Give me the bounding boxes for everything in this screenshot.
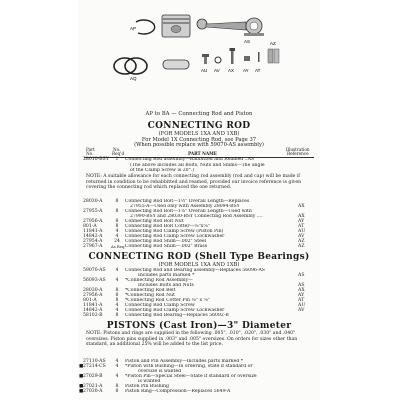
- bullet-marker: ■: [79, 364, 84, 369]
- part-description: Connecting Rod Bolt—1⅝" Overall Length—Used with: [125, 209, 252, 214]
- part-description: *Connecting Rod Belt: [125, 288, 176, 293]
- part-description: 27990-BSY and 28030-BSY Connecting Rod Assembly ....: [130, 214, 263, 219]
- qty-required: 4: [115, 364, 119, 369]
- part-description: *Connecting Rod Assembly—: [125, 278, 193, 283]
- part-number: 27967-A: [83, 244, 103, 249]
- part-description-cont: (The above includes all Bolts, Nuts and Shims—The angle: [130, 163, 265, 168]
- rebuild-notice: NOTE: A suitable allowance for each connecting rod assembly (rod and cap) will be made if returned in condition to be rebabbitted and reamed, provided our invoice reference is given covering the connecting rod which replaced the one returned.: [86, 174, 302, 191]
- part-number: 56093-AS: [83, 278, 106, 283]
- piston-rings-drawing: [114, 58, 147, 74]
- part-number: 801-A: [83, 298, 97, 303]
- part-description: Connecting Rod Clamp Screw: [125, 303, 195, 308]
- oversize-notice: NOTE: Pistons and rings are supplied in the following .005", .010", .020", .030" and .040" oversizes. Piston pins supplied in .003" and .005" oversizes. On orders for sizes other than standard, an additional 25% will be added to the list price.: [86, 331, 298, 348]
- clamp-screw-drawing: [202, 54, 209, 64]
- cotter-pin-drawing: [258, 52, 260, 62]
- header-no: No.: [86, 151, 94, 156]
- qty-required: 4: [115, 303, 119, 308]
- part-number: 58102-B: [83, 313, 103, 318]
- header-reqd: Req'd: [112, 151, 125, 156]
- section-title-pistons: PISTONS (Cast Iron)—3" Diameter: [106, 321, 292, 331]
- bullet-marker: ■: [79, 374, 84, 379]
- section-subtitle: (FOR MODELS 1XA AND 1XB): [158, 262, 240, 268]
- figure-label-as: AS: [244, 39, 251, 44]
- part-description: *Connecting Rod Cotter Pin ⅛" x ⅝": [125, 298, 211, 303]
- table-row: [78, 313, 320, 319]
- lockwasher-drawing: [215, 57, 221, 63]
- section-note-line: For Model 1X Connecting Rod, see Page 37: [141, 137, 257, 143]
- qty-required: 8: [115, 384, 119, 389]
- qty-required: 4: [115, 374, 119, 379]
- part-description: Connecting Rod and Bearing assembly—Replaces 56096-AS: [125, 268, 265, 273]
- part-description: *Piston with Bushing—In ordering, state if standard or: [125, 364, 253, 369]
- illustration-ref: AT: [298, 224, 305, 229]
- part-number: 59070-AS: [83, 268, 106, 273]
- section-title-shell-bearings: CONNECTING ROD (Shell Type Bearings): [88, 252, 310, 262]
- header-reference: Reference: [287, 151, 309, 156]
- part-description: is wanted: [138, 379, 161, 384]
- figure-label-az: AZ: [270, 41, 276, 46]
- part-number: 27954-A: [83, 239, 103, 244]
- part-number: 27956-A: [83, 293, 103, 298]
- part-description: Piston and Pin Assembly—Includes parts marked *: [125, 359, 244, 364]
- figure-label-at: AT: [255, 68, 261, 73]
- qty-required: 8: [115, 224, 119, 229]
- qty-required: 8: [115, 313, 119, 318]
- part-description: Connecting Rod Clamp Screw Lockwasher: [125, 234, 225, 239]
- qty-required: 4: [115, 308, 119, 313]
- part-number: 28030-A: [83, 199, 103, 204]
- part-description: Includes parts marked *: [138, 273, 195, 278]
- part-number: 27214-CS: [83, 364, 106, 369]
- part-number: 27021-A: [83, 384, 103, 389]
- qty-required: 8: [115, 199, 119, 204]
- section-title-connecting-rod: CONNECTING ROD: [147, 121, 251, 131]
- section-subtitle: (FOR MODELS 1XA AND 1XB): [158, 131, 240, 137]
- figure-label-ay: AY: [243, 68, 249, 73]
- table-row: [78, 244, 320, 250]
- figure-label-ax: AX: [228, 68, 235, 73]
- illustration-ref: AX: [298, 204, 305, 209]
- header-part: Part: [86, 147, 95, 152]
- illustration-ref: AZ: [298, 244, 305, 249]
- part-description: Connecting Rod Clamp Screw (Piston Pin): [125, 229, 224, 234]
- connecting-rod-drawing: [197, 18, 264, 36]
- illustration-ref: AZ: [298, 239, 305, 244]
- part-description: Connecting Rod Bolt Cotter—⅛"x⅝": [125, 224, 210, 229]
- illustration-ref: AS: [298, 283, 305, 288]
- piston-drawing: [162, 15, 190, 37]
- illustration-ref: AY: [298, 293, 305, 298]
- qty-required: 4: [115, 229, 119, 234]
- part-description: Connecting Rod Shim—.002" Steel: [125, 239, 207, 244]
- part-number: 11841-A: [83, 303, 103, 308]
- qty-required: 8: [115, 298, 119, 303]
- bullet-marker: ■: [79, 389, 84, 394]
- figure-label-ap: AP: [130, 26, 137, 31]
- illustration-ref: AV: [298, 308, 305, 313]
- qty-required: 4: [115, 359, 119, 364]
- parts-illustration: [78, 0, 320, 108]
- nut-drawing: [244, 56, 250, 61]
- qty-required: 8: [115, 288, 119, 293]
- part-number: 27029-B: [83, 374, 103, 379]
- header-part-name: PART NAME: [188, 151, 217, 156]
- part-description: Connecting Rod Bolt Nut: [125, 219, 184, 224]
- figure-caption: AP to BA — Connecting Rod and Piston: [145, 111, 253, 117]
- header-no-req: No.: [113, 147, 121, 152]
- illustration-ref: AU: [298, 229, 306, 234]
- qty-required: 1: [115, 157, 119, 162]
- header-illustration: Illustration: [286, 147, 310, 152]
- qty-required: 8: [115, 219, 119, 224]
- part-number: 14842-A: [83, 234, 103, 239]
- part-description: *Connecting Rod Nut: [125, 293, 175, 298]
- part-description: Connecting Rod Bearing—Replaces 56092-B: [125, 313, 229, 318]
- qty-required: 8: [115, 209, 119, 214]
- qty-required: 4: [115, 268, 119, 273]
- part-description: *Piston Pin—Special Steel—State if standard or oversize: [125, 374, 257, 379]
- part-description: 27955-A—Used only with Assembly 28094-BSY: [130, 204, 240, 209]
- part-description: Piston Ring—Compression—Replaces 5649-A: [125, 389, 231, 394]
- part-number: 28010-BSY: [83, 157, 109, 162]
- illustration-ref: AU: [298, 303, 306, 308]
- part-number: 28030-A: [83, 288, 103, 293]
- illustration-ref: AT: [298, 298, 305, 303]
- part-description: Connecting Rod Bolt—1½" Overall Length—Replaces: [125, 199, 250, 204]
- part-number: 11841-A: [83, 229, 103, 234]
- qty-required: 4: [115, 278, 119, 283]
- part-number: 27955-A: [83, 209, 103, 214]
- part-number: 801-A: [83, 224, 97, 229]
- part-number: 14842-A: [83, 308, 103, 313]
- bullet-marker: ■: [79, 384, 84, 389]
- part-description: Connecting Rod Shim—.002" Brass: [125, 244, 208, 249]
- figure-label-av: AV: [214, 68, 220, 73]
- shim-drawing: [268, 49, 279, 63]
- qty-required: 8: [115, 293, 119, 298]
- part-description: oversize is wanted: [138, 369, 182, 374]
- part-number: 27110-AS: [83, 359, 106, 364]
- section-note-line: (When possible replace with 59070-AS assembly): [134, 142, 264, 148]
- catalog-page: [78, 0, 320, 400]
- part-description: Piston Pin Bushing: [125, 384, 169, 389]
- part-description: Connecting Rod assembly—Babbitted and Reamed ..AS: [125, 157, 255, 162]
- qty-required: 24: [114, 239, 120, 244]
- part-description: Includes Bolts and Nuts: [138, 283, 194, 288]
- illustration-ref: AY: [298, 219, 305, 224]
- part-number: 27030-A: [83, 389, 103, 394]
- bolt-drawing: [230, 48, 236, 64]
- illustration-ref: AS: [298, 273, 305, 278]
- part-description-cont: of the Clamp Screw is 20°.): [130, 168, 195, 173]
- illustration-ref: AX: [298, 214, 305, 219]
- snap-ring-drawing: [136, 20, 155, 34]
- part-number: 27956-A: [83, 219, 103, 224]
- part-description: Connecting Rod Clamp Screw Lockwasher: [125, 308, 225, 313]
- illustration-ref: AV: [298, 234, 305, 239]
- table-row: [78, 389, 320, 395]
- figure-label-aq: AQ: [130, 76, 137, 81]
- qty-required: 8: [115, 389, 119, 394]
- piston-pin-drawing: [163, 60, 189, 69]
- qty-required: As Req.: [111, 244, 126, 249]
- qty-required: 4: [115, 234, 119, 239]
- figure-label-au: AU: [201, 68, 208, 73]
- illustration-ref: AX: [298, 288, 305, 293]
